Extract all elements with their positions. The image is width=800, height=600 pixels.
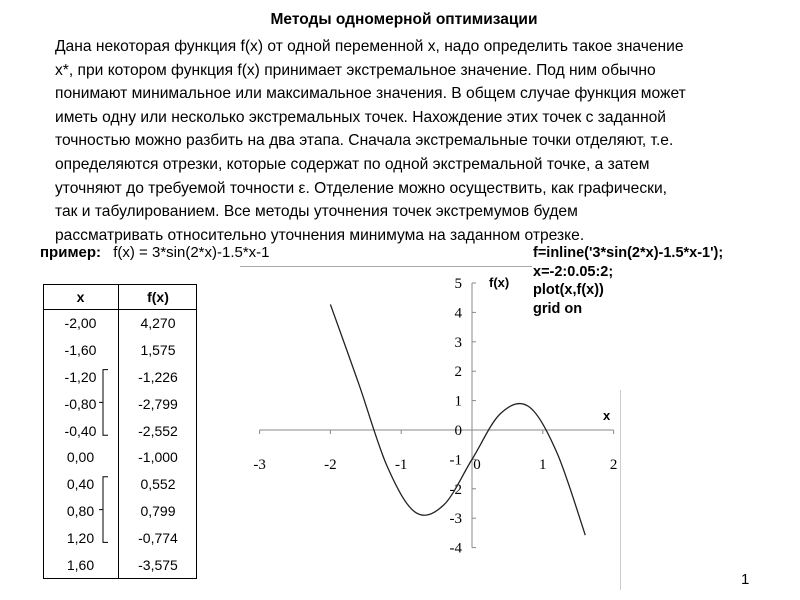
code-line: plot(x,f(x)) [533,282,604,298]
x-tick-label: 0 [473,457,481,473]
interval-bracket [99,370,108,436]
x-cell: 0,40 [43,471,119,498]
paragraph-line: x*, при котором функция f(x) принимает экстремальное значение. Под ним обычно [55,61,656,79]
x-cell: -0,80 [43,390,119,417]
x-tick-label: 1 [539,457,547,473]
x-tick-label: 2 [609,457,618,473]
column-header-fx: f(x) [119,284,198,310]
y-tick-label: -1 [449,452,462,469]
paragraph-line: определяются отрезки, которые содержат по одной экстремальной точке, а затем [55,155,650,173]
paragraph-line: уточняют до требуемой точности ε. Отделение можно осуществить, как графически, [55,179,667,197]
fx-cell: -2,552 [138,422,178,439]
code-line: x=-2:0.05:2; [533,263,614,280]
fx-cell: -1,000 [138,449,178,466]
fx-cell: -3,575 [138,556,178,573]
fx-cell: 1,575 [140,342,176,359]
x-axis-label: x [603,408,611,423]
y-axis-label: f(x) [489,275,510,290]
y-tick-label: 1 [454,393,462,410]
x-cell: 1,20 [43,524,119,551]
fx-cell: -0,774 [138,529,178,546]
y-tick-label: 4 [454,305,462,322]
fx-cell: 4,270 [140,315,176,332]
x-cell: 0,80 [43,498,119,525]
x-cell: -0,40 [43,417,119,444]
interval-bracket [99,477,108,543]
y-tick-label: 3 [454,334,462,351]
x-cell: -1,60 [43,337,119,364]
x-cell: 0,00 [43,444,119,471]
x-tick-label: -1 [394,457,408,473]
y-tick-label: 0 [454,423,462,439]
x-cell: -1,20 [43,364,119,391]
y-tick-label: 2 [454,364,462,381]
page-number: 1 [741,571,750,588]
paragraph-line: рассматривать относительно уточнения минимума на заданном отрезке. [55,226,585,244]
x-cell: -2,00 [43,310,119,337]
paragraph-line: понимают минимальное или максимальное значения. В общем случае функция может [55,85,686,103]
y-tick-label: -3 [449,511,462,528]
x-tick-label: -2 [324,457,337,473]
fx-cell: 0,799 [140,502,176,519]
paragraph-line: Дана некоторая функция f(x) от одной переменной x, надо определить такое значение [55,38,684,55]
y-tick-label: 5 [454,276,462,292]
fx-cell: -1,226 [138,368,178,385]
example-formula: f(x) = 3*sin(2*x)-1.5*x-1 [113,244,270,261]
y-tick-label: -4 [449,540,462,557]
paragraph-line: точностью можно разбить на два этапа. Сначала экстремальные точки отделяют, т.е. [55,132,674,150]
example-label: пример: [40,244,102,261]
paragraph-line: так и табулированием. Все методы уточнения точек экстремумов будем [55,203,578,221]
code-line: grid on [533,300,583,317]
column-header-x: x [43,284,119,310]
paragraph-line: иметь одну или несколько экстремальных точек. Нахождение этих точек с заданной [55,108,666,126]
slide-title: Методы одномерной оптимизации [270,11,538,28]
fx-cell: -2,799 [138,395,178,412]
code-line: f=inline('3*sin(2*x)-1.5*x-1'); [533,245,724,261]
x-tick-label: -3 [253,457,266,473]
fx-cell: 0,552 [140,476,176,493]
y-tick-label: -2 [449,481,462,498]
x-cell: 1,60 [43,551,119,578]
